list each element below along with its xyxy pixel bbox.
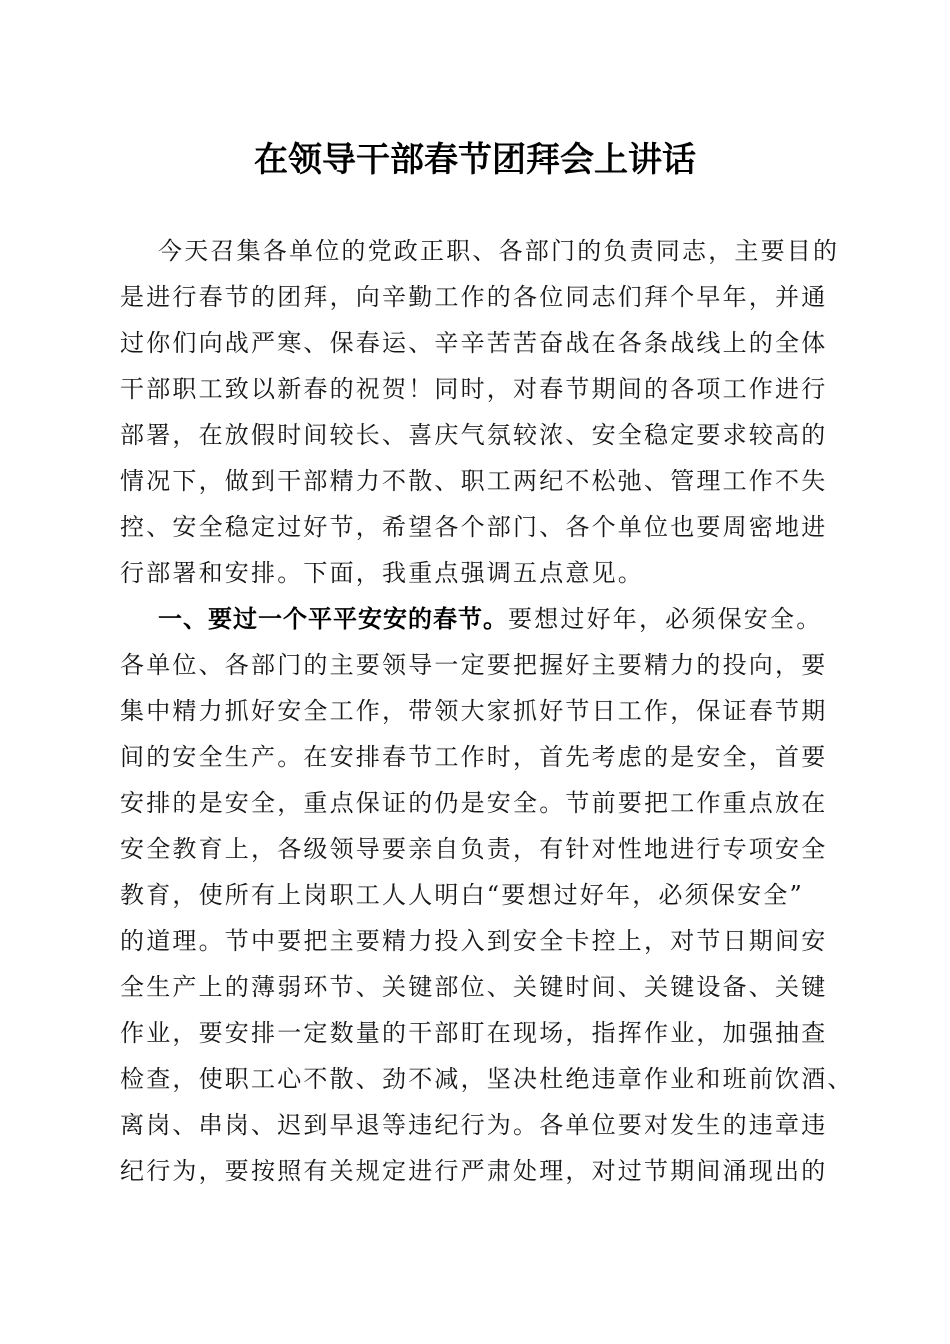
intro-line: 行部署和安排。下面，我重点强调五点意见。 [120,559,644,587]
section-line: 安排的是安全，重点保证的仍是安全。节前要把工作重点放在 [120,789,828,817]
intro-line: 是进行春节的团拜，向辛勤工作的各位同志们拜个早年，并通 [120,283,828,311]
section-line: 安全教育上，各级领导要亲自负责，有针对性地进行专项安全 [120,835,828,863]
section-line: 间的安全生产。在安排春节工作时，首先考虑的是安全，首要 [120,743,828,771]
section-line: 检查，使职工心不散、劲不减，坚决杜绝违章作业和班前饮酒、 [120,1065,854,1093]
intro-line: 部署，在放假时间较长、喜庆气氛较浓、安全稳定要求较高的 [120,421,828,449]
intro-line: 今天召集各单位的党政正职、各部门的负责同志，主要目的 [158,237,840,265]
section-line: 全生产上的薄弱环节、关键部位、关键时间、关键设备、关键 [120,973,828,1001]
section-line: 离岗、串岗、迟到早退等违纪行为。各单位要对发生的违章违 [120,1111,828,1139]
intro-line: 控、安全稳定过好节，希望各个部门、各个单位也要周密地进 [120,513,828,541]
intro-line: 过你们向战严寒、保春运、辛辛苦苦奋战在各条战线上的全体 [120,329,828,357]
section-line: 的道理。节中要把主要精力投入到安全卡控上，对节日期间安 [120,927,828,955]
section-first-line [120,596,832,642]
intro-line: 情况下，做到干部精力不散、职工两纪不松弛、管理工作不失 [120,467,828,495]
section-heading: 一、要过一个平平安安的春节。 [158,604,508,633]
section-first-line-text: 要想过好年，必须保安全。 [508,605,823,633]
intro-line: 干部职工致以新春的祝贺！同时，对春节期间的各项工作进行 [120,375,828,403]
section-line: 教育，使所有上岗职工人人明白“要想过好年，必须保安全” [120,881,804,909]
document-body [120,228,854,1194]
section-line: 各单位、各部门的主要领导一定要把握好主要精力的投向，要 [120,651,828,679]
section-line: 集中精力抓好安全工作，带领大家抓好节日工作，保证春节期 [120,697,828,725]
section-line: 作业，要安排一定数量的干部盯在现场，指挥作业，加强抽查 [120,1019,828,1047]
section-line: 纪行为，要按照有关规定进行严肃处理，对过节期间涌现出的 [120,1157,828,1185]
page-title: 在领导干部春节团拜会上讲话 [254,140,696,180]
